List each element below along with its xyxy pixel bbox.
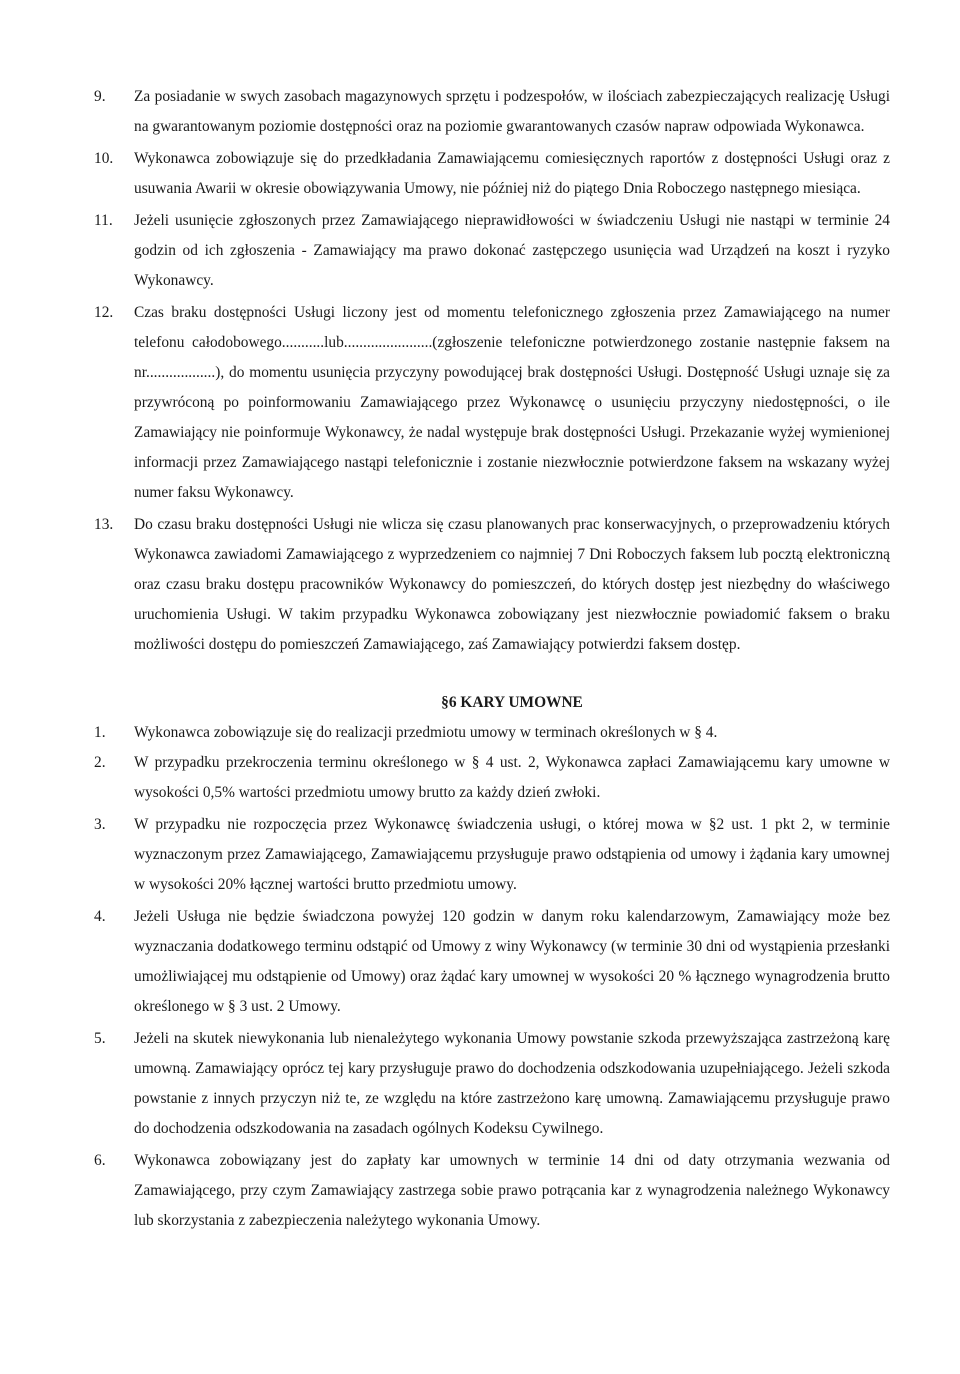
penalty-clause-1	[94, 718, 890, 748]
clause-number: 6.	[94, 1152, 106, 1169]
penalty-clause-6	[94, 1146, 890, 1236]
clause-text: Wykonawca zobowiązuje się do przedkładania Zamawiającemu comiesięcznych raportów z dostępności Usługi oraz z usuwania Awarii w okresie obowiązywania Umowy, nie później niż do piątego Dnia Roboczego następnego miesiąca.	[134, 150, 890, 197]
clause-9	[94, 82, 890, 142]
clause-number: 3.	[94, 816, 106, 833]
clause-number: 4.	[94, 908, 106, 925]
clause-number: 2.	[94, 754, 106, 771]
penalty-clause-2	[94, 748, 890, 808]
penalty-clause-5	[94, 1024, 890, 1144]
clause-13	[94, 510, 890, 660]
clause-text: Wykonawca zobowiązuje się do realizacji przedmiotu umowy w terminach określonych w § 4.	[134, 724, 718, 741]
clause-number: 10.	[94, 150, 114, 167]
clause-text: W przypadku nie rozpoczęcia przez Wykonawcę świadczenia usługi, o której mowa w §2 ust. 1 pkt 2, w terminie wyznaczonym przez Zamawiającego, Zamawiającemu przysługuje prawo odstąpienia od umowy i żądania kary umownej w wysokości 20% łącznej wartości brutto przedmiotu umowy.	[134, 816, 890, 893]
clause-12	[94, 298, 890, 508]
penalty-clause-3	[94, 810, 890, 900]
clause-number: 5.	[94, 1030, 106, 1047]
clause-text: Jeżeli Usługa nie będzie świadczona powyżej 120 godzin w danym roku kalendarzowym, Zamawiający może bez wyznaczania dodatkowego terminu odstąpić od Umowy z winy Wykonawcy (w terminie 30 dni od wystąpienia przesłanki umożliwiającej mu odstąpienie od Umowy) oraz żądać kary umownej w wysokości 20 % łącznego wynagrodzenia brutto określonego w § 3 ust. 2 Umowy.	[134, 908, 890, 1015]
clause-number: 12.	[94, 304, 114, 321]
clause-number: 11.	[94, 212, 113, 229]
clause-11	[94, 206, 890, 296]
clause-text: Wykonawca zobowiązany jest do zapłaty kar umownych w terminie 14 dni od daty otrzymania wezwania od Zamawiającego, przy czym Zamawiający zastrzega sobie prawo potrącania kar z wynagrodzenia należnego Wykonawcy lub skorzystania z zabezpieczenia należytego wykonania Umowy.	[134, 1152, 890, 1229]
clause-10	[94, 144, 890, 204]
clause-number: 1.	[94, 724, 106, 741]
section-heading: §6 KARY UMOWNE	[441, 694, 583, 711]
clause-text: Za posiadanie w swych zasobach magazynowych sprzętu i podzespołów, w ilościach zabezpieczających realizację Usługi na gwarantowanym poziomie dostępności oraz na poziomie gwarantowanych czasów napraw odpowiada Wykonawca.	[134, 88, 890, 135]
clause-text: W przypadku przekroczenia terminu określonego w § 4 ust. 2, Wykonawca zapłaci Zamawiającemu kary umowne w wysokości 0,5% wartości przedmiotu umowy brutto za każdy dzień zwłoki.	[134, 754, 890, 801]
penalty-clause-4	[94, 902, 890, 1022]
clause-text: Jeżeli na skutek niewykonania lub nienależytego wykonania Umowy powstanie szkoda przewyższająca zastrzeżoną karę umowną. Zamawiający oprócz tej kary przysługuje prawo do dochodzenia odszkodowania uzupełniającego. Jeżeli szkoda powstanie z innych przyczyn niż te, ze względu na które zastrzeżono karę umowną. Zamawiającemu przysługuje prawo do dochodzenia odszkodowania na zasadach ogólnych Kodeksu Cywilnego.	[134, 1030, 890, 1137]
clause-text: Do czasu braku dostępności Usługi nie wlicza się czasu planowanych prac konserwacyjnych, o przeprowadzeniu których Wykonawca zawiadomi Zamawiającego z wyprzedzeniem co najmniej 7 Dni Roboczych faksem lub pocztą elektroniczną oraz czasu braku dostępu pracowników Wykonawcy do pomieszczeń, do których dostęp jest niezbędny do właściwego uruchomienia Usługi. W takim przypadku Wykonawca zobowiązany jest niezwłocznie powiadomić faksem o braku możliwości dostępu do pomieszczeń Zamawiającego, zaś Zamawiający potwierdzi faksem dostęp.	[134, 516, 890, 653]
clause-text: Jeżeli usunięcie zgłoszonych przez Zamawiającego nieprawidłowości w świadczeniu Usługi nie nastąpi w terminie 24 godzin od ich zgłoszenia - Zamawiający ma prawo dokonać zastępczego usunięcia wad Urządzeń na koszt i ryzyko Wykonawcy.	[134, 212, 890, 289]
clause-text: Czas braku dostępności Usługi liczony jest od momentu telefonicznego zgłoszenia przez Zamawiającego na numer telefonu całodobowego...........lub.......................(zgłoszenie telefoniczne potwierdzonego zostanie następnie faksem na nr..................), do momentu usunięcia przyczyny powodującej brak dostępności Usługi. Dostępność Usługi uznaje się za przywróconą po poinformowaniu Zamawiającego przez Wykonawcę o usunięciu przyczyny niedostępności, o ile Zamawiający nie poinformuje Wykonawcy, że nadal występuje brak dostępności Usługi. Przekazanie wyżej wymienionej informacji przez Zamawiającego nastąpi telefonicznie i zostanie niezwłocznie potwierdzone faksem na wskazany wyżej numer faksu Wykonawcy.	[134, 304, 890, 501]
clause-number: 13.	[94, 516, 114, 533]
clause-number: 9.	[94, 88, 106, 105]
